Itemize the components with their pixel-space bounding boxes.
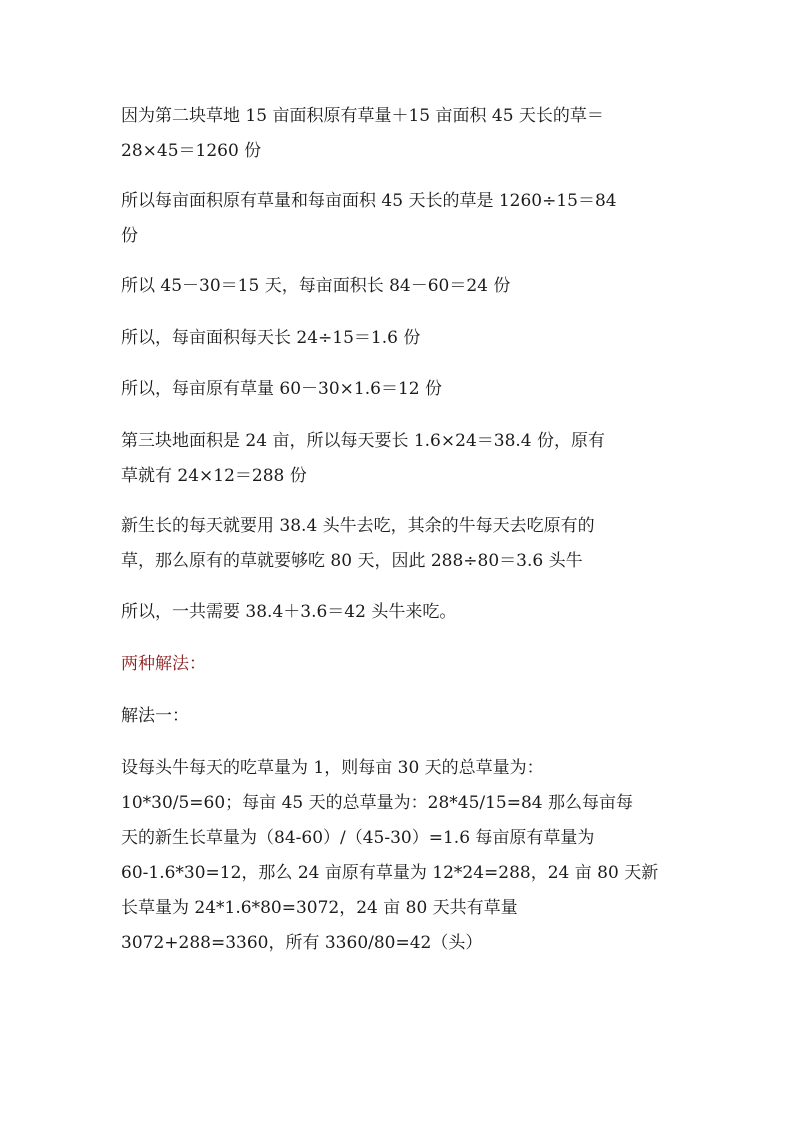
paragraph-1 bbox=[121, 99, 681, 169]
method-heading bbox=[121, 699, 681, 734]
text-line: 天的新生长草量为（84-60）/（45-30）=1.6 每亩原有草量为 bbox=[121, 828, 595, 848]
section-heading bbox=[121, 647, 681, 682]
text-line: 份 bbox=[121, 226, 138, 246]
text-line: 所以，一共需要 38.4＋3.6＝42 头牛来吃。 bbox=[121, 602, 457, 622]
paragraph-5 bbox=[121, 372, 681, 407]
text-line: 两种解法： bbox=[121, 654, 206, 674]
text-line: 所以 45－30＝15 天，每亩面积长 84－60＝24 份 bbox=[121, 276, 511, 296]
text-line: 10*30/5=60；每亩 45 天的总草量为：28*45/15=84 那么每亩每 bbox=[121, 793, 634, 813]
paragraph-6 bbox=[121, 424, 681, 494]
text-line: 新生长的每天就要用 38.4 头牛去吃，其余的牛每天去吃原有的 bbox=[121, 516, 595, 536]
text-line: 设每头牛每天的吃草量为 1，则每亩 30 天的总草量为： bbox=[121, 758, 544, 778]
text-line: 长草量为 24*1.6*80=3072，24 亩 80 天共有草量 bbox=[121, 898, 518, 918]
text-line: 28×45＝1260 份 bbox=[121, 141, 262, 161]
text-line: 第三块地面积是 24 亩，所以每天要长 1.6×24＝38.4 份，原有 bbox=[121, 431, 606, 451]
text-line: 3072+288=3360，所有 3360/80=42（头） bbox=[121, 933, 483, 953]
paragraph-2 bbox=[121, 184, 681, 254]
text-line: 草，那么原有的草就要够吃 80 天，因此 288÷80＝3.6 头牛 bbox=[121, 551, 583, 571]
paragraph-4 bbox=[121, 321, 681, 356]
text-line: 所以，每亩原有草量 60－30×1.6＝12 份 bbox=[121, 379, 442, 399]
text-line: 所以每亩面积原有草量和每亩面积 45 天长的草是 1260÷15＝84 bbox=[121, 191, 617, 211]
text-line: 草就有 24×12＝288 份 bbox=[121, 466, 307, 486]
text-line: 因为第二块草地 15 亩面积原有草量＋15 亩面积 45 天长的草＝ bbox=[121, 106, 604, 126]
text-line: 解法一： bbox=[121, 706, 189, 726]
paragraph-3 bbox=[121, 269, 681, 304]
text-line: 60-1.6*30=12，那么 24 亩原有草量为 12*24=288，24 亩 80 天新 bbox=[121, 863, 659, 883]
text-line: 所以，每亩面积每天长 24÷15＝1.6 份 bbox=[121, 328, 421, 348]
paragraph-8 bbox=[121, 595, 681, 630]
paragraph-7 bbox=[121, 509, 681, 579]
paragraph-solution bbox=[121, 751, 681, 961]
